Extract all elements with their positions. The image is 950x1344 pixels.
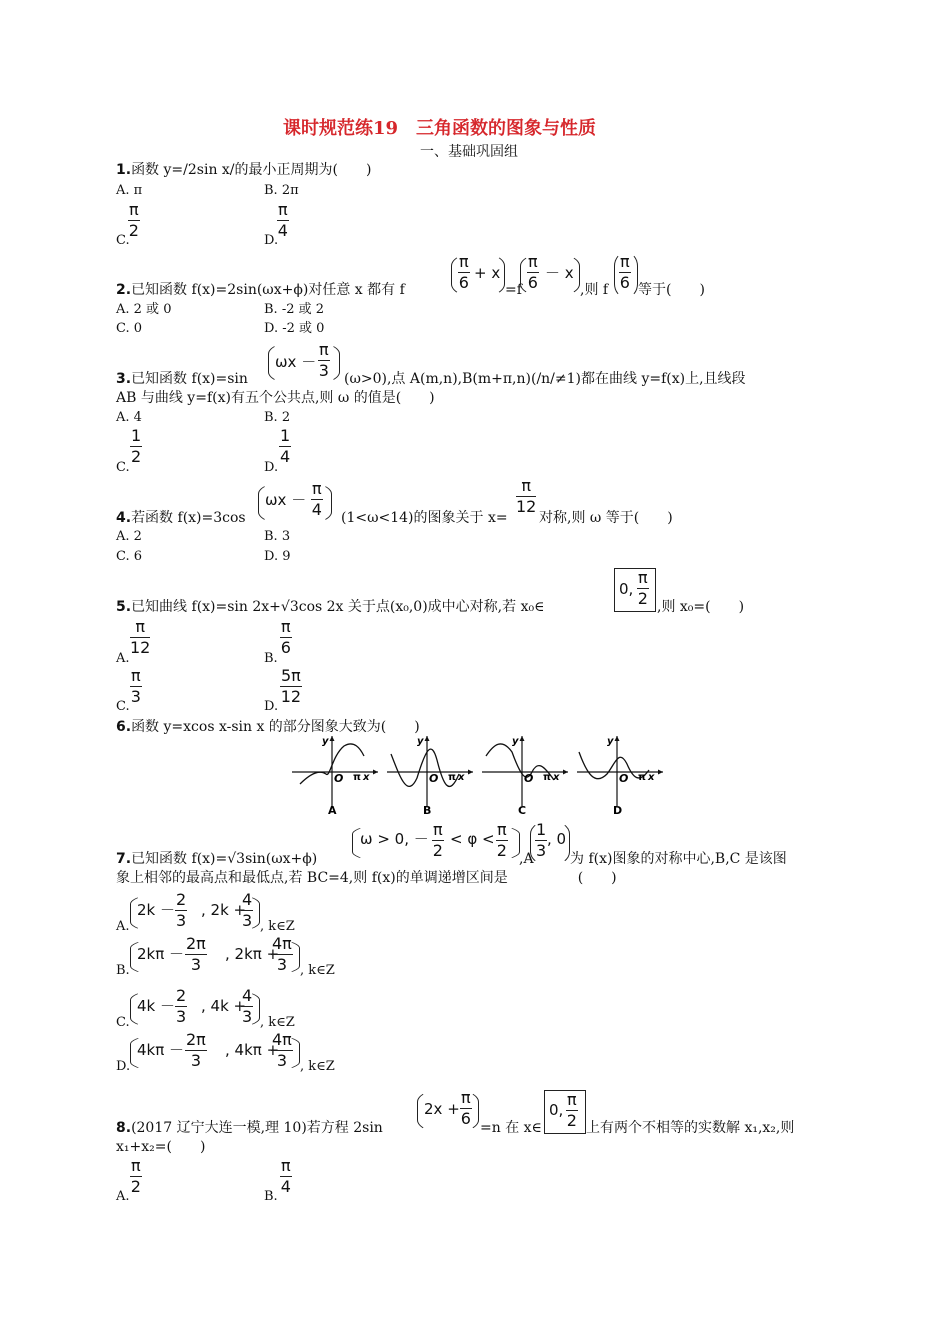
- question-text-part2: ,A: [519, 851, 534, 867]
- bracket-inner: 0,: [619, 580, 634, 598]
- axis-x-label: x: [553, 772, 560, 783]
- section-heading: 一、基础巩固组: [420, 144, 518, 160]
- option-graph: [575, 734, 665, 818]
- question-text-part1: 已知函数 f(x)=2sin(ωx+ϕ)对任意 x 都有 f: [131, 282, 405, 298]
- origin-label: O: [524, 772, 534, 785]
- option-b-fraction: π 6: [280, 617, 291, 657]
- option-c-fraction: 1 2: [131, 426, 142, 466]
- option-d: D. -2 或 0: [264, 321, 325, 336]
- option-c-fraction: π 3: [130, 666, 141, 706]
- graph-option-label: D: [613, 804, 623, 817]
- option-d-label: D.: [264, 699, 279, 714]
- interval-end: , 4k +: [201, 997, 247, 1015]
- page-title: 课时规范练19 三角函数的图象与性质: [283, 118, 597, 139]
- graph-option-label: A: [328, 804, 337, 817]
- option-c-fraction: π 2: [128, 200, 139, 240]
- question-text-part1: 已知曲线 f(x)=sin 2x+√3cos 2x 关于点(x₀,0)成中心对称,若 x₀∈: [131, 599, 545, 615]
- pi-tick-label: π: [448, 772, 456, 783]
- fraction-pi-6: π 6: [619, 252, 630, 292]
- axis-x-label: x: [458, 772, 465, 783]
- interval-start: 4kπ －: [137, 1041, 185, 1059]
- option-c: C. 0: [116, 321, 143, 336]
- fraction-1-3: 1 3: [536, 820, 547, 860]
- fraction-pi-4: π 4: [311, 479, 322, 519]
- origin-label: O: [429, 772, 439, 785]
- question-text-part1: (2017 辽宁大连一模,理 10)若方程 2sin: [131, 1120, 383, 1136]
- option-graph: [290, 734, 380, 818]
- option-d-fraction: 5π 12: [280, 666, 302, 706]
- question-text-line2: 象上相邻的最高点和最低点,若 BC=4,则 f(x)的单调递增区间是 ( ): [116, 870, 617, 886]
- axis-y-label: y: [322, 736, 329, 747]
- fraction-pi-2: π 2: [637, 568, 648, 608]
- interval-end: , 4kπ +: [225, 1041, 280, 1059]
- question-number: 8.: [116, 1120, 132, 1136]
- option-a: A. 2: [116, 529, 142, 544]
- question-text-part2: =f: [505, 282, 522, 298]
- pi-tick-label: π: [638, 772, 646, 783]
- question-number: 1.: [116, 162, 132, 178]
- option-a: A. π: [116, 183, 143, 198]
- fraction: 2π 3: [186, 1030, 206, 1070]
- question-text: 函数 y=xcos x-sin x 的部分图象大致为( ): [131, 719, 420, 735]
- option-tail: , k∈Z: [300, 963, 335, 978]
- fraction: 2π 3: [186, 934, 206, 974]
- question-text-part3: 为 f(x)图象的对称中心,B,C 是该图: [570, 851, 787, 867]
- option-c-label: C.: [116, 699, 130, 714]
- question-number: 4.: [116, 510, 132, 526]
- pi-tick-label: π: [353, 772, 361, 783]
- option-c-label: C.: [116, 460, 130, 475]
- point-tail: , 0: [547, 830, 567, 848]
- paren-tail: + x: [474, 264, 501, 282]
- fraction: 2 3: [176, 890, 187, 930]
- question-number: 7.: [116, 851, 132, 867]
- paren-tail: － x: [545, 264, 574, 282]
- fraction-pi-6: π 6: [527, 252, 538, 292]
- option-label: D.: [116, 1059, 131, 1074]
- fraction: 2 3: [176, 986, 187, 1026]
- graph-option-label: B: [423, 804, 432, 817]
- graph-option-label: C: [518, 804, 527, 817]
- question-text-part4: 等于( ): [638, 282, 705, 298]
- option-a: A. 4: [116, 410, 142, 425]
- option-d: D. 9: [264, 549, 291, 564]
- option-tail: , k∈Z: [260, 1015, 295, 1030]
- option-a-label: A.: [116, 1189, 130, 1204]
- option-label: B.: [116, 963, 130, 978]
- option-b: B. -2 或 2: [264, 302, 325, 317]
- axis-x-label: x: [648, 772, 655, 783]
- question-number: 6.: [116, 719, 132, 735]
- paren-inner: 2x +: [424, 1100, 460, 1118]
- question-text-part2: (1<ω<14)的图象关于 x=: [341, 510, 508, 526]
- option-graph: [385, 734, 475, 818]
- fraction-pi-6: π 6: [460, 1088, 471, 1128]
- option-d-fraction: 1 4: [280, 426, 291, 466]
- option-graphs: [290, 734, 670, 818]
- option-c-label: C.: [116, 233, 130, 248]
- option-graph: [480, 734, 570, 818]
- fraction-pi-2: π 2: [496, 820, 507, 860]
- axis-y-label: y: [607, 736, 614, 747]
- fraction: 4 3: [242, 986, 253, 1026]
- fraction-pi-2: π 2: [566, 1090, 577, 1130]
- fraction: 4π 3: [272, 1030, 292, 1070]
- fraction-pi-3: π 3: [318, 340, 329, 380]
- origin-label: O: [334, 772, 344, 785]
- option-b-fraction: π 4: [280, 1156, 291, 1196]
- question-text: 函数 y=/2sin x/的最小正周期为( ): [131, 162, 372, 178]
- origin-label: O: [619, 772, 629, 785]
- interval-start: 2kπ －: [137, 945, 185, 963]
- fraction: 4 3: [242, 890, 253, 930]
- question-text-part2: (ω>0),点 A(m,n),B(m+π,n)(/n/≠1)都在曲线 y=f(x)上,且线段: [344, 371, 746, 387]
- axis-y-label: y: [417, 736, 424, 747]
- option-b: B. 2: [264, 410, 291, 425]
- question-text-part1: 已知函数 f(x)=sin: [131, 371, 248, 387]
- option-a-fraction: π 2: [130, 1156, 141, 1196]
- condition-middle: < φ <: [450, 830, 495, 848]
- option-tail: , k∈Z: [260, 919, 295, 934]
- fraction-pi-12: π 12: [516, 476, 537, 516]
- option-a-label: A.: [116, 651, 130, 666]
- paren-inner: ωx －: [265, 491, 307, 509]
- option-b-label: B.: [264, 1189, 278, 1204]
- condition-text: ω > 0, －: [360, 830, 429, 848]
- option-b: B. 2π: [264, 183, 299, 198]
- option-label: C.: [116, 1015, 130, 1030]
- question-text-part2: ,则 x₀=( ): [657, 599, 745, 615]
- question-text-line2: x₁+x₂=( ): [116, 1139, 206, 1155]
- question-text-part3: ,则 f: [580, 282, 609, 298]
- question-text-line2: AB 与曲线 y=f(x)有五个公共点,则 ω 的值是( ): [116, 390, 435, 406]
- option-label: A.: [116, 919, 130, 934]
- fraction-pi-2: π 2: [432, 820, 443, 860]
- fraction: 4π 3: [272, 934, 292, 974]
- axis-x-label: x: [363, 772, 370, 783]
- option-d-fraction: π 4: [277, 200, 288, 240]
- option-b-label: B.: [264, 651, 278, 666]
- interval-end: , 2k +: [201, 901, 247, 919]
- question-number: 3.: [116, 371, 132, 387]
- interval-start: 4k －: [137, 997, 175, 1015]
- question-text-part3: 对称,则 ω 等于( ): [539, 510, 673, 526]
- question-text-part3: 上有两个不相等的实数解 x₁,x₂,则: [586, 1120, 795, 1136]
- bracket-inner: 0,: [549, 1101, 564, 1119]
- option-a-fraction: π 12: [130, 617, 151, 657]
- option-d-label: D.: [264, 460, 279, 475]
- paren-inner: ωx －: [275, 353, 317, 371]
- fraction-pi-6: π 6: [458, 252, 469, 292]
- option-tail: , k∈Z: [300, 1059, 335, 1074]
- pi-tick-label: π: [543, 772, 551, 783]
- interval-end: , 2kπ +: [225, 945, 280, 963]
- option-d-label: D.: [264, 233, 279, 248]
- question-number: 5.: [116, 599, 132, 615]
- interval-start: 2k －: [137, 901, 175, 919]
- question-text-part2: =n 在 x∈: [480, 1120, 542, 1136]
- question-text-part1: 若函数 f(x)=3cos: [131, 510, 246, 526]
- question-number: 2.: [116, 282, 132, 298]
- option-c: C. 6: [116, 549, 143, 564]
- axis-y-label: y: [512, 736, 519, 747]
- option-a: A. 2 或 0: [116, 302, 172, 317]
- question-text-part1: 已知函数 f(x)=√3sin(ωx+ϕ): [131, 851, 318, 867]
- option-b: B. 3: [264, 529, 291, 544]
